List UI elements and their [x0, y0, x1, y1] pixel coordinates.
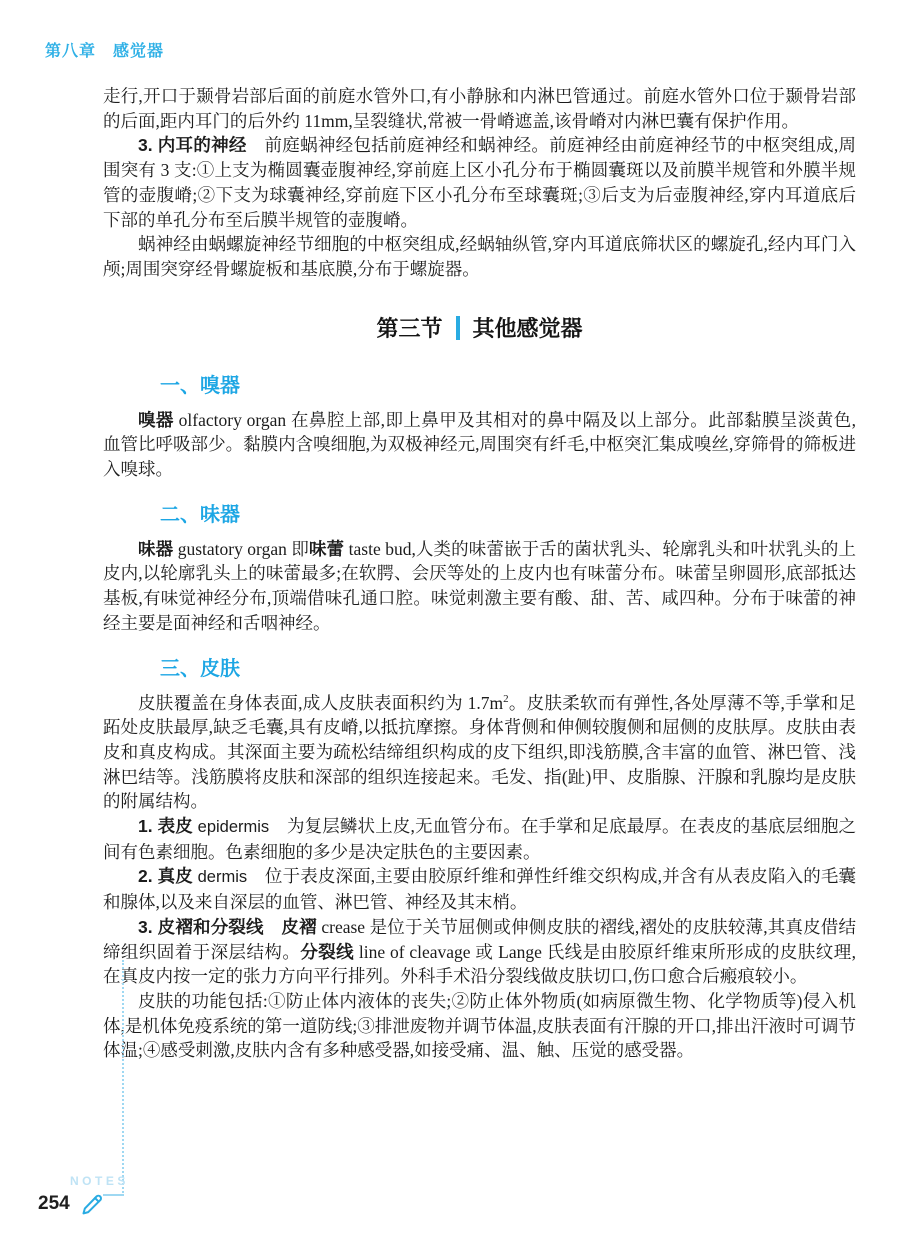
text-segment: 为复层鳞状上皮,无血管分布。在手掌和足底最厚。在表皮的基底层细胞之间有色素细胞。色素细胞的多少是决定肤色的主要因素。 [103, 816, 856, 862]
paragraph-gustatory [103, 537, 856, 636]
text-segment: 氏线是由胶原纤维束所形成的皮肤纹理,在真皮内按一定的张力方向平行排列。外科手术沿分裂线做皮肤切口,伤口愈合后瘢痕较小。 [103, 941, 857, 987]
text-segment: line of cleavage [354, 941, 476, 962]
text-segment: 2. 真皮 [138, 866, 193, 887]
text-segment: 味蕾 [308, 538, 345, 559]
text-segment: 分裂线 [300, 941, 355, 962]
text-segment: 前庭蜗神经包括前庭神经和蜗神经。前庭神经由前庭神经节的中枢突组成,周围突有 3 支:①上支为椭圆囊壶腹神经,穿前庭上区小孔分布于椭圆囊斑以及前膜半规管和外膜半规管的壶腹嵴;②下支为球囊神经,穿前庭下区小孔分布至球囊斑;③后支为后壶腹神经,穿内耳道底后下部的单孔分布至后膜半规管的壶腹嵴。 [103, 135, 856, 230]
notes-label: NOTES [70, 1174, 129, 1188]
text-segment: ,人类的味蕾嵌于舌的菌状乳头、轮廓乳头和叶状乳头的上皮内,以轮廓乳头上的味蕾最多;在软腭、会厌等处的上皮内也有味蕾分布。味蕾呈卵圆形,底部抵达基板,有味觉神经分布,顶端借味孔通口腔。味觉刺激主要有酸、甜、苦、咸四种。分布于味蕾的神经主要是面神经和舌咽神经。 [103, 538, 857, 633]
text-segment: 或 [475, 941, 494, 962]
paragraph-dermis [103, 864, 856, 914]
text-segment: 走行,开口于颞骨岩部后面的前庭水管外口,有小静脉和内淋巴管通过。前庭水管外口位于颞骨岩部的后面,距内耳门的后外约 11mm,呈裂缝状,常被一骨嵴遮盖,该骨嵴对内淋巴囊有保护作用。 [103, 86, 856, 131]
heading-gustatory-organ: 二、味器 [160, 503, 240, 526]
heading-olfactory-organ: 一、嗅器 [160, 374, 240, 397]
text-segment: 蜗神经由蜗螺旋神经节细胞的中枢突组成,经蜗轴纵管,穿内耳道底筛状区的螺旋孔,经内耳门入颅;周围突穿经骨螺旋板和基底膜,分布于螺旋器。 [103, 234, 856, 279]
page-content [103, 84, 856, 1063]
section-title-text: 其他感觉器 [472, 316, 583, 342]
section-number: 第三节 [376, 316, 443, 342]
chapter-header: 第八章 感觉器 [45, 43, 165, 60]
text-segment: 即 [291, 538, 309, 559]
text-segment: gustatory organ [173, 538, 292, 559]
section-title [103, 311, 856, 345]
paragraph-skin-functions [103, 989, 856, 1063]
pencil-icon [80, 1192, 104, 1216]
text-segment: 皮肤覆盖在身体表面,成人皮肤表面积约为 1.7m [138, 692, 504, 713]
notes-corner-line [103, 1194, 124, 1196]
text-segment: dermis [192, 868, 248, 887]
text-segment: crease [316, 916, 370, 937]
page-number: 254 [38, 1193, 70, 1214]
text-segment: taste bud [344, 538, 412, 559]
text-segment: epidermis [192, 818, 270, 837]
text-segment: 3. 皮褶和分裂线 皮褶 [138, 916, 317, 937]
text-segment: 嗅器 [138, 409, 174, 430]
text-segment: 3. 内耳的神经 [138, 135, 247, 156]
heading-skin: 三、皮肤 [160, 657, 240, 680]
text-segment: 。皮肤柔软而有弹性,各处厚薄不等,手掌和足跖处皮肤最厚,缺乏毛囊,具有皮嵴,以抵抗摩擦。身体背侧和伸侧较腹侧和屈侧的皮肤厚。皮肤由表皮和真皮构成。其深面主要为疏松结缔组织构成的皮下组织,即浅筋膜,含丰富的血管、淋巴管、浅淋巴结等。浅筋膜将皮肤和深部的组织连接起来。毛发、指(趾)甲、皮脂腺、汗腺和乳腺均是皮肤的附属结构。 [103, 692, 856, 812]
paragraph-epidermis [103, 814, 856, 864]
text-segment: 味器 [138, 538, 174, 559]
text-segment: Lange [493, 941, 547, 962]
paragraph-crease-cleavage-lines [103, 915, 856, 989]
text-segment: 1. 表皮 [138, 816, 193, 837]
section-title-bar-divider [456, 316, 460, 340]
paragraph-cochlear-nerve [103, 232, 856, 281]
paragraph-olfactory [103, 408, 856, 482]
text-segment: 是位于关节屈侧或伸侧皮肤的褶线,褶处的皮肤较薄,其真皮借结缔组织固着于深层结构。 [103, 916, 856, 962]
paragraph-skin-overview [103, 691, 856, 815]
notes-dotted-line [122, 960, 124, 1196]
text-segment: 位于表皮深面,主要由胶原纤维和弹性纤维交织构成,并含有从表皮陷入的毛囊和腺体,以及来自深层的血管、淋巴管、神经及其末梢。 [103, 866, 857, 913]
paragraph-inner-ear-nerves [103, 133, 856, 232]
text-segment: 在鼻腔上部,即上鼻甲及其相对的鼻中隔及以上部分。此部黏膜呈淡黄色,血管比呼吸部少。黏膜内含嗅细胞,为双极神经元,周围突有纤毛,中枢突汇集成嗅丝,穿筛骨的筛板进入嗅球。 [103, 409, 857, 480]
paragraph-vestibular-aqueduct [103, 84, 856, 133]
text-segment: 皮肤的功能包括:①防止体内液体的丧失;②防止体外物质(如病原微生物、化学物质等)侵入机体,是机体免疫系统的第一道防线;③排泄废物并调节体温,皮肤表面有汗腺的开口,排出汗液时可调节体温;④感受刺激,皮肤内含有多种感受器,如接受痛、温、触、压觉的感受器。 [103, 990, 856, 1061]
text-segment: olfactory organ [173, 409, 291, 430]
text-segment: 2 [503, 692, 509, 705]
